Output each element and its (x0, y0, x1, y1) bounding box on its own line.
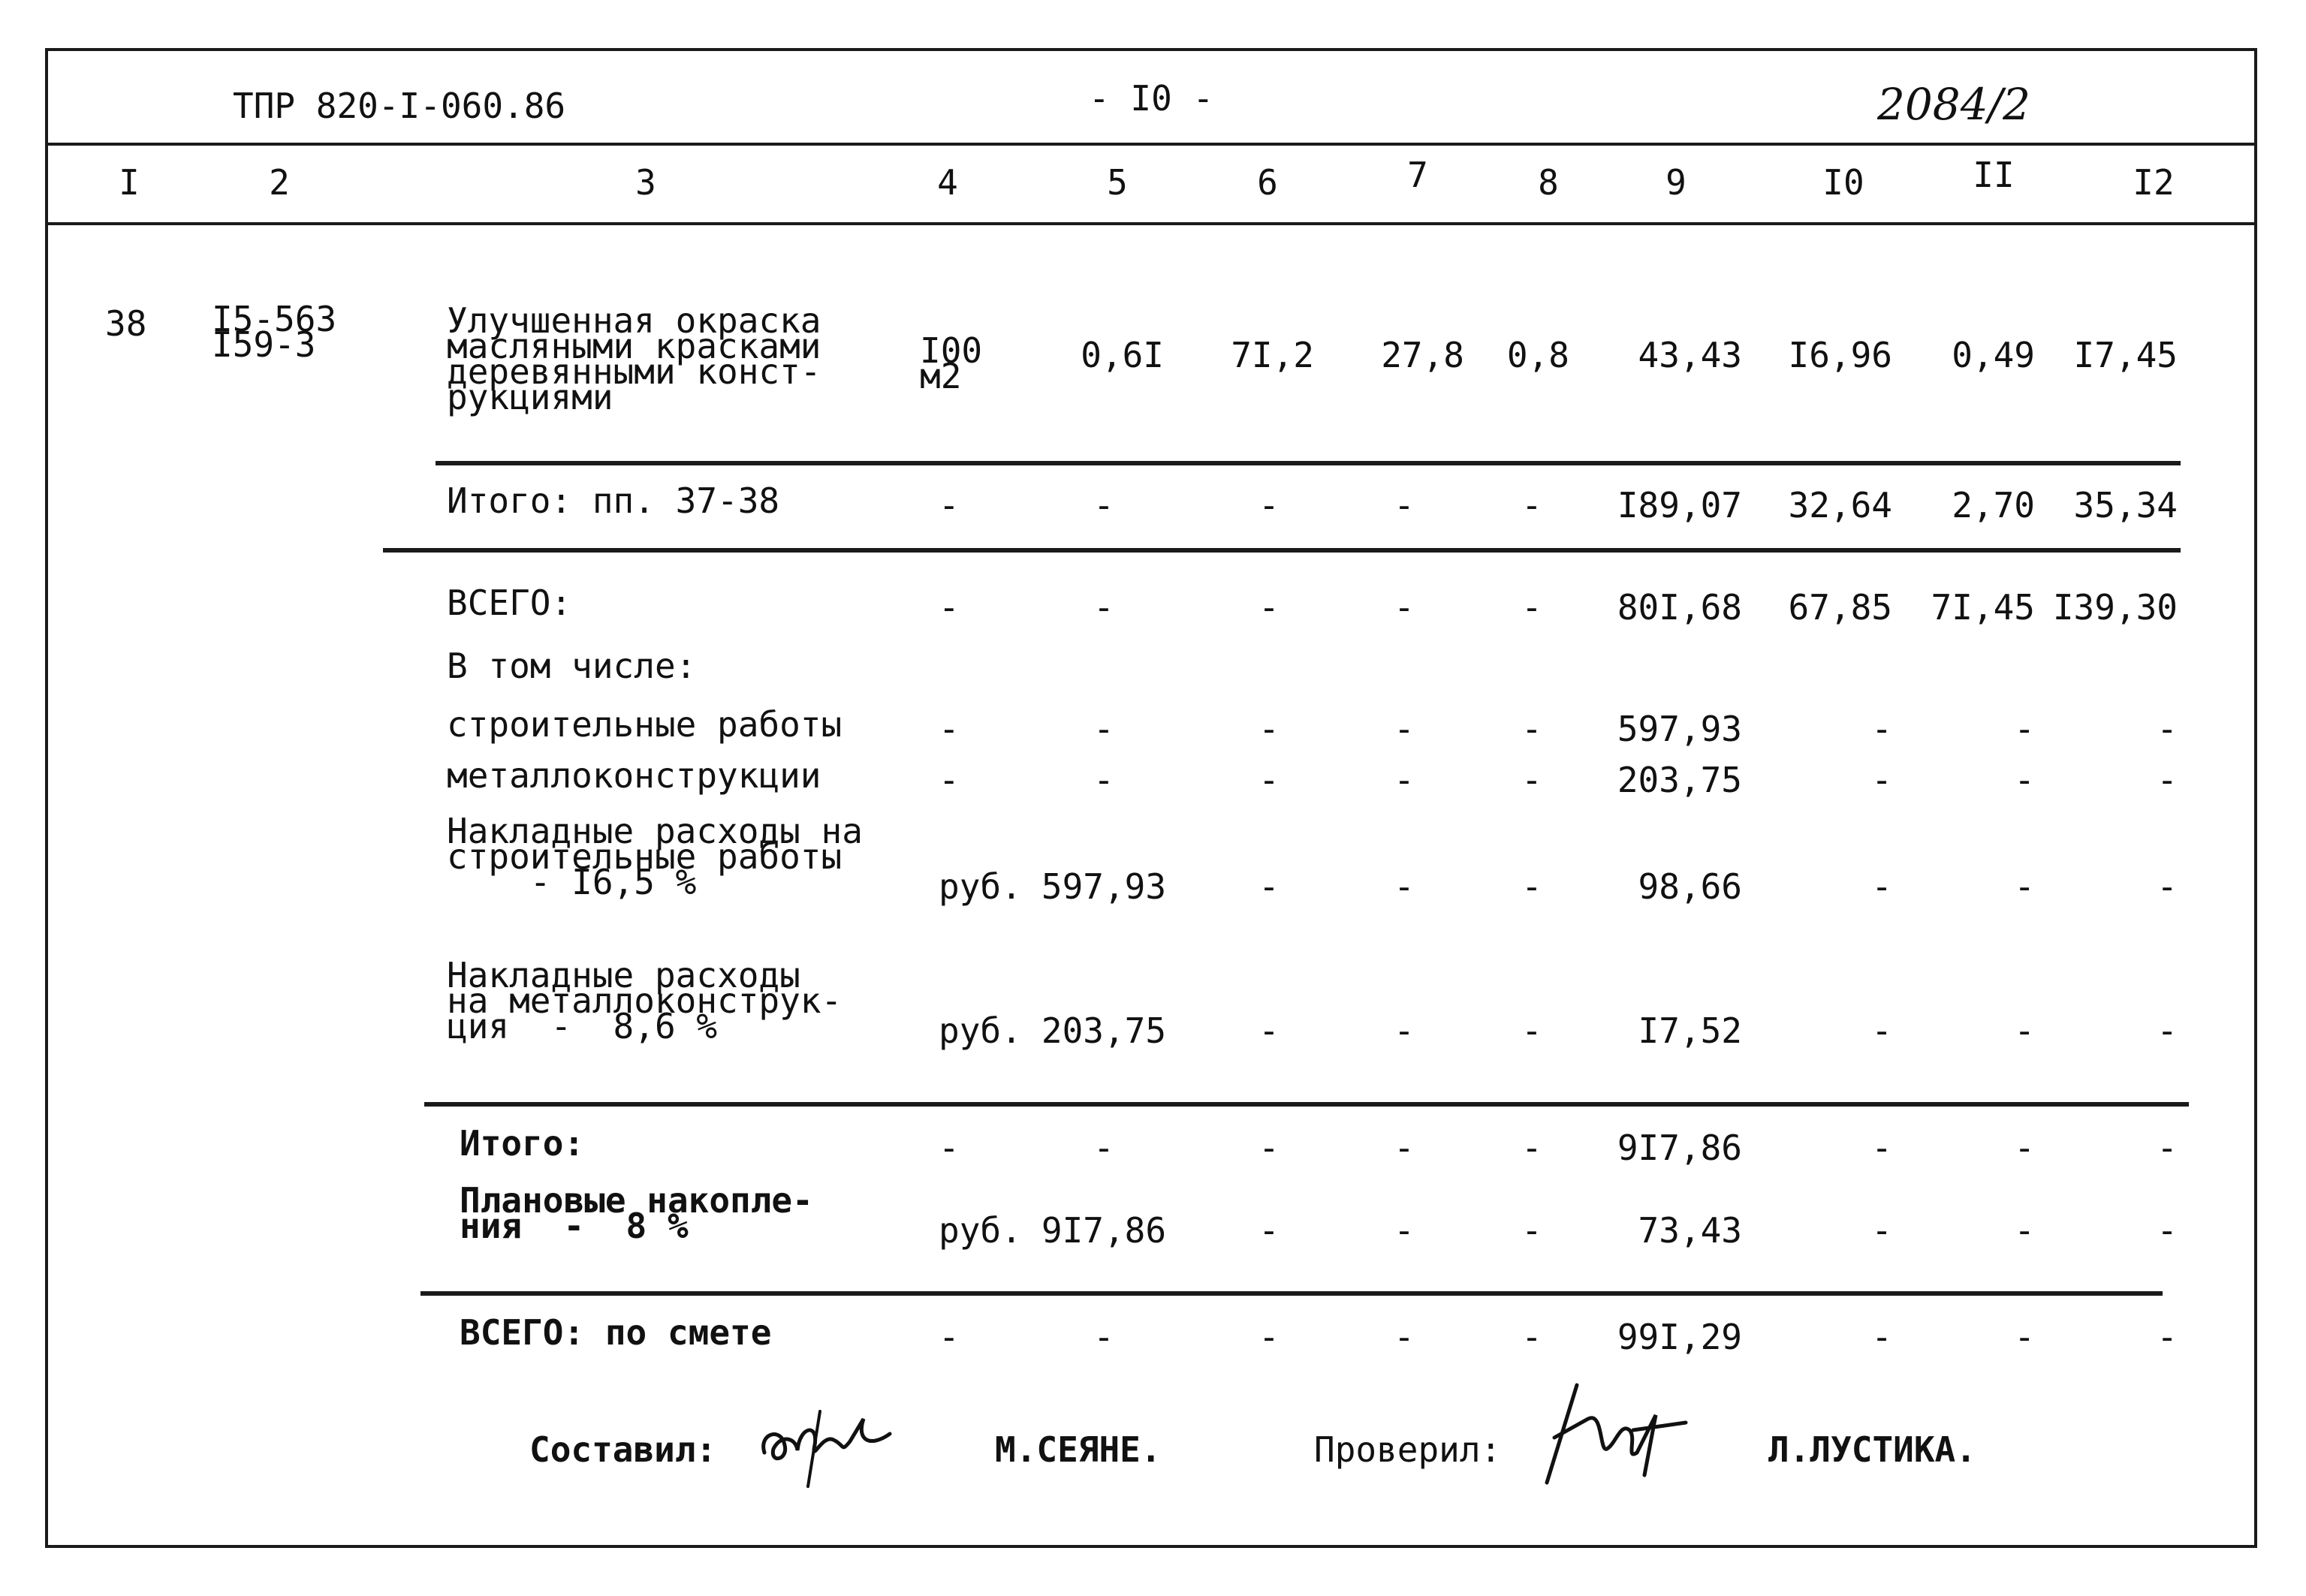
row-cell-c12: - (2157, 866, 2178, 907)
row-cell-c7: - (1394, 760, 1415, 800)
item-unit: I00 м2 (920, 330, 983, 396)
row-cell-c12: - (2157, 1210, 2178, 1251)
row-cell-c5: - (1093, 1317, 1114, 1357)
row-label: металлоконструкции (447, 755, 821, 796)
row-cell-c8: - (1521, 709, 1542, 749)
item-quantity: 0,6I (1081, 335, 1164, 375)
row-cell-c9: 98,66 (1638, 866, 1742, 907)
row-cell-c8: - (1521, 1317, 1542, 1357)
row-cell-c11: - (2014, 1317, 2035, 1357)
row-cell-c6: - (1259, 1128, 1280, 1168)
column-number-1: I (119, 162, 140, 203)
row-cell-c6: - (1259, 1317, 1280, 1357)
row-cell-c11: - (2014, 866, 2035, 907)
row-cell-c10: - (1871, 1210, 1892, 1251)
row-cell-c7: - (1394, 587, 1415, 628)
row-cell-c5: - (1093, 709, 1114, 749)
row-cell-c9: 9I7,86 (1617, 1128, 1742, 1168)
row-cell-c12: - (2157, 1317, 2178, 1357)
row-cell-c4: руб. (939, 1010, 1022, 1051)
row-cell-c5: 597,93 (1041, 866, 1167, 907)
row-cell-c10: 32,64 (1788, 485, 1892, 525)
row-cell-c8: - (1521, 760, 1542, 800)
column-number-11: II (1973, 155, 2015, 195)
row-cell-c9: 99I,29 (1617, 1317, 1742, 1357)
row-cell-c6: - (1259, 1010, 1280, 1051)
row-cell-c10: - (1871, 866, 1892, 907)
row-label: строительные работы (447, 704, 843, 745)
row-cell-c11: - (2014, 709, 2035, 749)
header-divider (45, 143, 2257, 146)
column-number-6: 6 (1257, 162, 1278, 203)
handwritten-number: 2084/2 (1877, 79, 2031, 130)
row-cell-c11: - (2014, 1128, 2035, 1168)
column-number-5: 5 (1107, 162, 1128, 203)
column-number-8: 8 (1538, 162, 1559, 203)
item-c10: I6,96 (1788, 335, 1892, 375)
signature-checked (1532, 1378, 1690, 1490)
row-cell-c12: - (2157, 760, 2178, 800)
row-cell-c5: - (1093, 1128, 1114, 1168)
row-cell-c4: руб. (939, 1210, 1022, 1251)
row-cell-c12: 35,34 (2073, 485, 2178, 525)
row-label: Накладные расходы на строительные работы - I6,5 % (447, 811, 863, 902)
row-cell-c7: - (1394, 1317, 1415, 1357)
row-label: Плановые накопле- ния - 8 % (460, 1180, 813, 1246)
column-number-10: I0 (1822, 162, 1864, 203)
compiled-label: Составил: (529, 1429, 717, 1470)
row-cell-c11: - (2014, 1210, 2035, 1251)
checked-name: Л.ЛУСТИКА. (1768, 1429, 1976, 1470)
row-cell-c6: - (1259, 866, 1280, 907)
item-c12: I7,45 (2073, 335, 2178, 375)
checked-label: Проверил: (1314, 1429, 1502, 1470)
row-cell-c4: - (939, 485, 960, 525)
row-cell-c5: 9I7,86 (1041, 1210, 1167, 1251)
row-cell-c7: - (1394, 1210, 1415, 1251)
row-cell-c7: - (1394, 1010, 1415, 1051)
row-cell-c9: 597,93 (1617, 709, 1742, 749)
item-c7: 27,8 (1381, 335, 1464, 375)
document-code: ТПР 820-I-060.86 (233, 86, 566, 126)
row-cell-c8: - (1521, 1210, 1542, 1251)
row-cell-c10: 67,85 (1788, 587, 1892, 628)
column-number-4: 4 (937, 162, 958, 203)
item-description: Улучшенная окраска масляными красками деревянными конст- рукциями (447, 300, 821, 417)
item-c9: 43,43 (1638, 335, 1742, 375)
row-cell-c7: - (1394, 1128, 1415, 1168)
row-cell-c10: - (1871, 1010, 1892, 1051)
row-cell-c7: - (1394, 485, 1415, 525)
row-cell-c4: руб. (939, 866, 1022, 907)
item-c6: 7I,2 (1231, 335, 1314, 375)
item-c11: 0,49 (1952, 335, 2035, 375)
column-number-3: 3 (635, 162, 656, 203)
rule-after-subtotal (383, 548, 2181, 553)
row-cell-c12: I39,30 (2052, 587, 2178, 628)
row-cell-c9: 203,75 (1617, 760, 1742, 800)
row-cell-c7: - (1394, 709, 1415, 749)
row-cell-c4: - (939, 1317, 960, 1357)
rule-before-itogo (424, 1102, 2189, 1107)
row-label: Накладные расходы на металлоконструк- ция - 8,6 % (447, 955, 843, 1046)
row-cell-c10: - (1871, 709, 1892, 749)
row-cell-c8: - (1521, 1128, 1542, 1168)
column-header-divider (45, 222, 2257, 225)
column-number-7: 7 (1407, 155, 1428, 195)
row-cell-c5: 203,75 (1041, 1010, 1167, 1051)
row-cell-c6: - (1259, 485, 1280, 525)
compiled-name: М.СЕЯНЕ. (995, 1429, 1162, 1470)
row-cell-c10: - (1871, 1317, 1892, 1357)
row-cell-c4: - (939, 1128, 960, 1168)
item-number: 38 (105, 303, 147, 344)
item-code: I5-563 I59-3 (212, 299, 337, 365)
rule-before-total (421, 1291, 2163, 1296)
row-cell-c6: - (1259, 1210, 1280, 1251)
row-cell-c4: - (939, 587, 960, 628)
row-cell-c6: - (1259, 587, 1280, 628)
row-cell-c10: - (1871, 760, 1892, 800)
row-cell-c9: 80I,68 (1617, 587, 1742, 628)
row-cell-c9: 73,43 (1638, 1210, 1742, 1251)
row-cell-c6: - (1259, 760, 1280, 800)
row-cell-c5: - (1093, 587, 1114, 628)
row-cell-c11: - (2014, 1010, 2035, 1051)
row-cell-c6: - (1259, 709, 1280, 749)
row-label: В том числе: (447, 646, 697, 686)
row-cell-c9: I89,07 (1617, 485, 1742, 525)
row-cell-c5: - (1093, 760, 1114, 800)
row-cell-c4: - (939, 709, 960, 749)
row-cell-c10: - (1871, 1128, 1892, 1168)
row-label: Итого: пп. 37-38 (447, 480, 780, 521)
row-label: ВСЕГО: по смете (460, 1312, 772, 1353)
row-cell-c8: - (1521, 866, 1542, 907)
signature-compiled (751, 1381, 894, 1494)
column-number-2: 2 (269, 162, 290, 203)
row-cell-c8: - (1521, 485, 1542, 525)
row-cell-c8: - (1521, 587, 1542, 628)
row-cell-c11: 7I,45 (1931, 587, 2035, 628)
rule-after-item38 (436, 461, 2181, 465)
row-cell-c9: I7,52 (1638, 1010, 1742, 1051)
row-cell-c7: - (1394, 866, 1415, 907)
row-label: Итого: (460, 1123, 585, 1164)
page-number: - I0 - (1089, 78, 1214, 119)
row-label: ВСЕГО: (447, 583, 572, 623)
row-cell-c12: - (2157, 709, 2178, 749)
row-cell-c5: - (1093, 485, 1114, 525)
row-cell-c4: - (939, 760, 960, 800)
row-cell-c12: - (2157, 1010, 2178, 1051)
column-number-9: 9 (1665, 162, 1687, 203)
row-cell-c12: - (2157, 1128, 2178, 1168)
column-number-12: I2 (2133, 162, 2175, 203)
item-c8: 0,8 (1506, 335, 1569, 375)
row-cell-c11: 2,70 (1952, 485, 2035, 525)
row-cell-c11: - (2014, 760, 2035, 800)
row-cell-c8: - (1521, 1010, 1542, 1051)
